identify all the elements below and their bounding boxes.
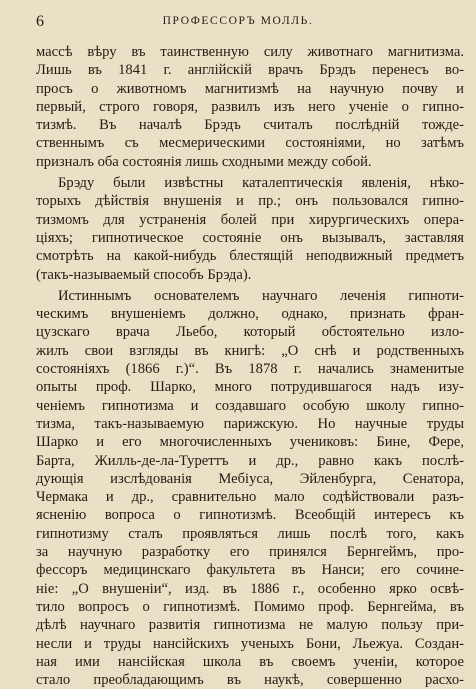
text-line: смотрѣть на какой-нибудь блестящій неподвижный предметъ (36, 248, 464, 265)
text-line: ніе: „О внушеніи“, изд. въ 1886 г., особенно ярко освѣ- (36, 580, 464, 597)
text-line: Лишь въ 1841 г. англійскій врачъ Брэдъ перенесъ во- (36, 62, 464, 79)
text-line: ная ими нансійская школа въ своемъ ученіи, которое (36, 653, 464, 670)
paragraph (36, 174, 464, 284)
paragraph (36, 43, 464, 171)
page-header (0, 13, 476, 31)
text-line: Шарко и его многочисленныхъ учениковъ: Бине, Фере, (36, 434, 464, 451)
text-line: гипнотизму сталъ проявляться лишь послѣ того, какъ (36, 525, 464, 542)
running-head: ПРОФЕССОРЪ МОЛЛЬ. (162, 15, 314, 27)
text-line: торыхъ дѣйствія внушенія и пр.; онъ пользовался гипно- (36, 193, 464, 210)
text-line: состояніяхъ (1866 г.)“. Въ 1878 г. начались знаменитые (36, 361, 464, 378)
paragraph (36, 287, 464, 689)
text-line: первый, строго говоря, развилъ изъ него ученіе о гипно- (36, 98, 464, 115)
text-line: Барта, Жилль-де-ла-Туреттъ и др., равно какъ послѣ- (36, 452, 464, 469)
body-text (36, 43, 464, 689)
text-line: тизмѣ. Въ началѣ Брэдъ считалъ послѣдній тожде- (36, 117, 464, 134)
text-line: стало преобладающимъ въ наукѣ, совершенно расхо- (36, 672, 464, 689)
text-line: цузскаго врача Льебо, который обстоятельно изло- (36, 324, 464, 341)
text-line: дѣлѣ научнаго развитія гипнотизма не малую пользу при- (36, 617, 464, 634)
text-line: ченіемъ гипнотизма и создавшаго особую школу гипно- (36, 397, 464, 414)
text-line: тило вопросъ о гипнотизмѣ. Помимо проф. Бернгейма, въ (36, 598, 464, 615)
text-line: массѣ вѣру въ таинственную силу животнаго магнитизма. (36, 44, 464, 60)
text-line: Истиннымъ основателемъ научнаго леченія гипноти- (58, 287, 464, 304)
text-line: ясненію вопроса о гипнотизмѣ. Всеобщій интересъ къ (36, 507, 464, 524)
text-line: ческимъ внушеніемъ должно, однако, признать фран- (36, 306, 464, 323)
text-line: просъ о животномъ магнитизмѣ на научную почву и (36, 80, 464, 97)
text-line: тизмомъ для устраненія болей при хирургическихъ опера- (36, 211, 464, 228)
text-line: (такъ-называемый способъ Брэда). (36, 266, 252, 283)
text-line: опыты проф. Шарко, много потрудившагося надъ изу- (36, 379, 464, 396)
text-line: жилъ свои взгляды въ книгѣ: „О снѣ и родственныхъ (36, 342, 464, 359)
text-line: тизма, такъ-называемую парижскую. Но научные труды (36, 415, 464, 432)
text-line: ціяхъ; гипнотическое состояніе онъ вызывалъ, заставляя (36, 229, 464, 246)
text-line: за научную разработку его принялся Бернгеймъ, про- (36, 544, 464, 561)
page-number: 6 (36, 13, 44, 30)
text-line: ственнымъ съ месмерическими состояніями, но затѣмъ (36, 135, 464, 152)
text-line: дующія изслѣдованія Мебіуса, Эйленбурга, Сенатора, (36, 470, 464, 487)
text-line: призналъ оба состоянія лишь сходными между собой. (36, 153, 372, 170)
text-line: несли и труды нансійскихъ ученыхъ Бони, Льежуа. Создан- (36, 635, 464, 652)
text-line: Чермака и др., сравнительно мало содѣйствовали разъ- (36, 489, 464, 506)
text-line: Брэду были извѣстны каталептическія явленія, нѣко- (58, 175, 464, 192)
text-line: фессоръ медицинскаго факультета въ Нанси; его сочине- (36, 562, 464, 579)
